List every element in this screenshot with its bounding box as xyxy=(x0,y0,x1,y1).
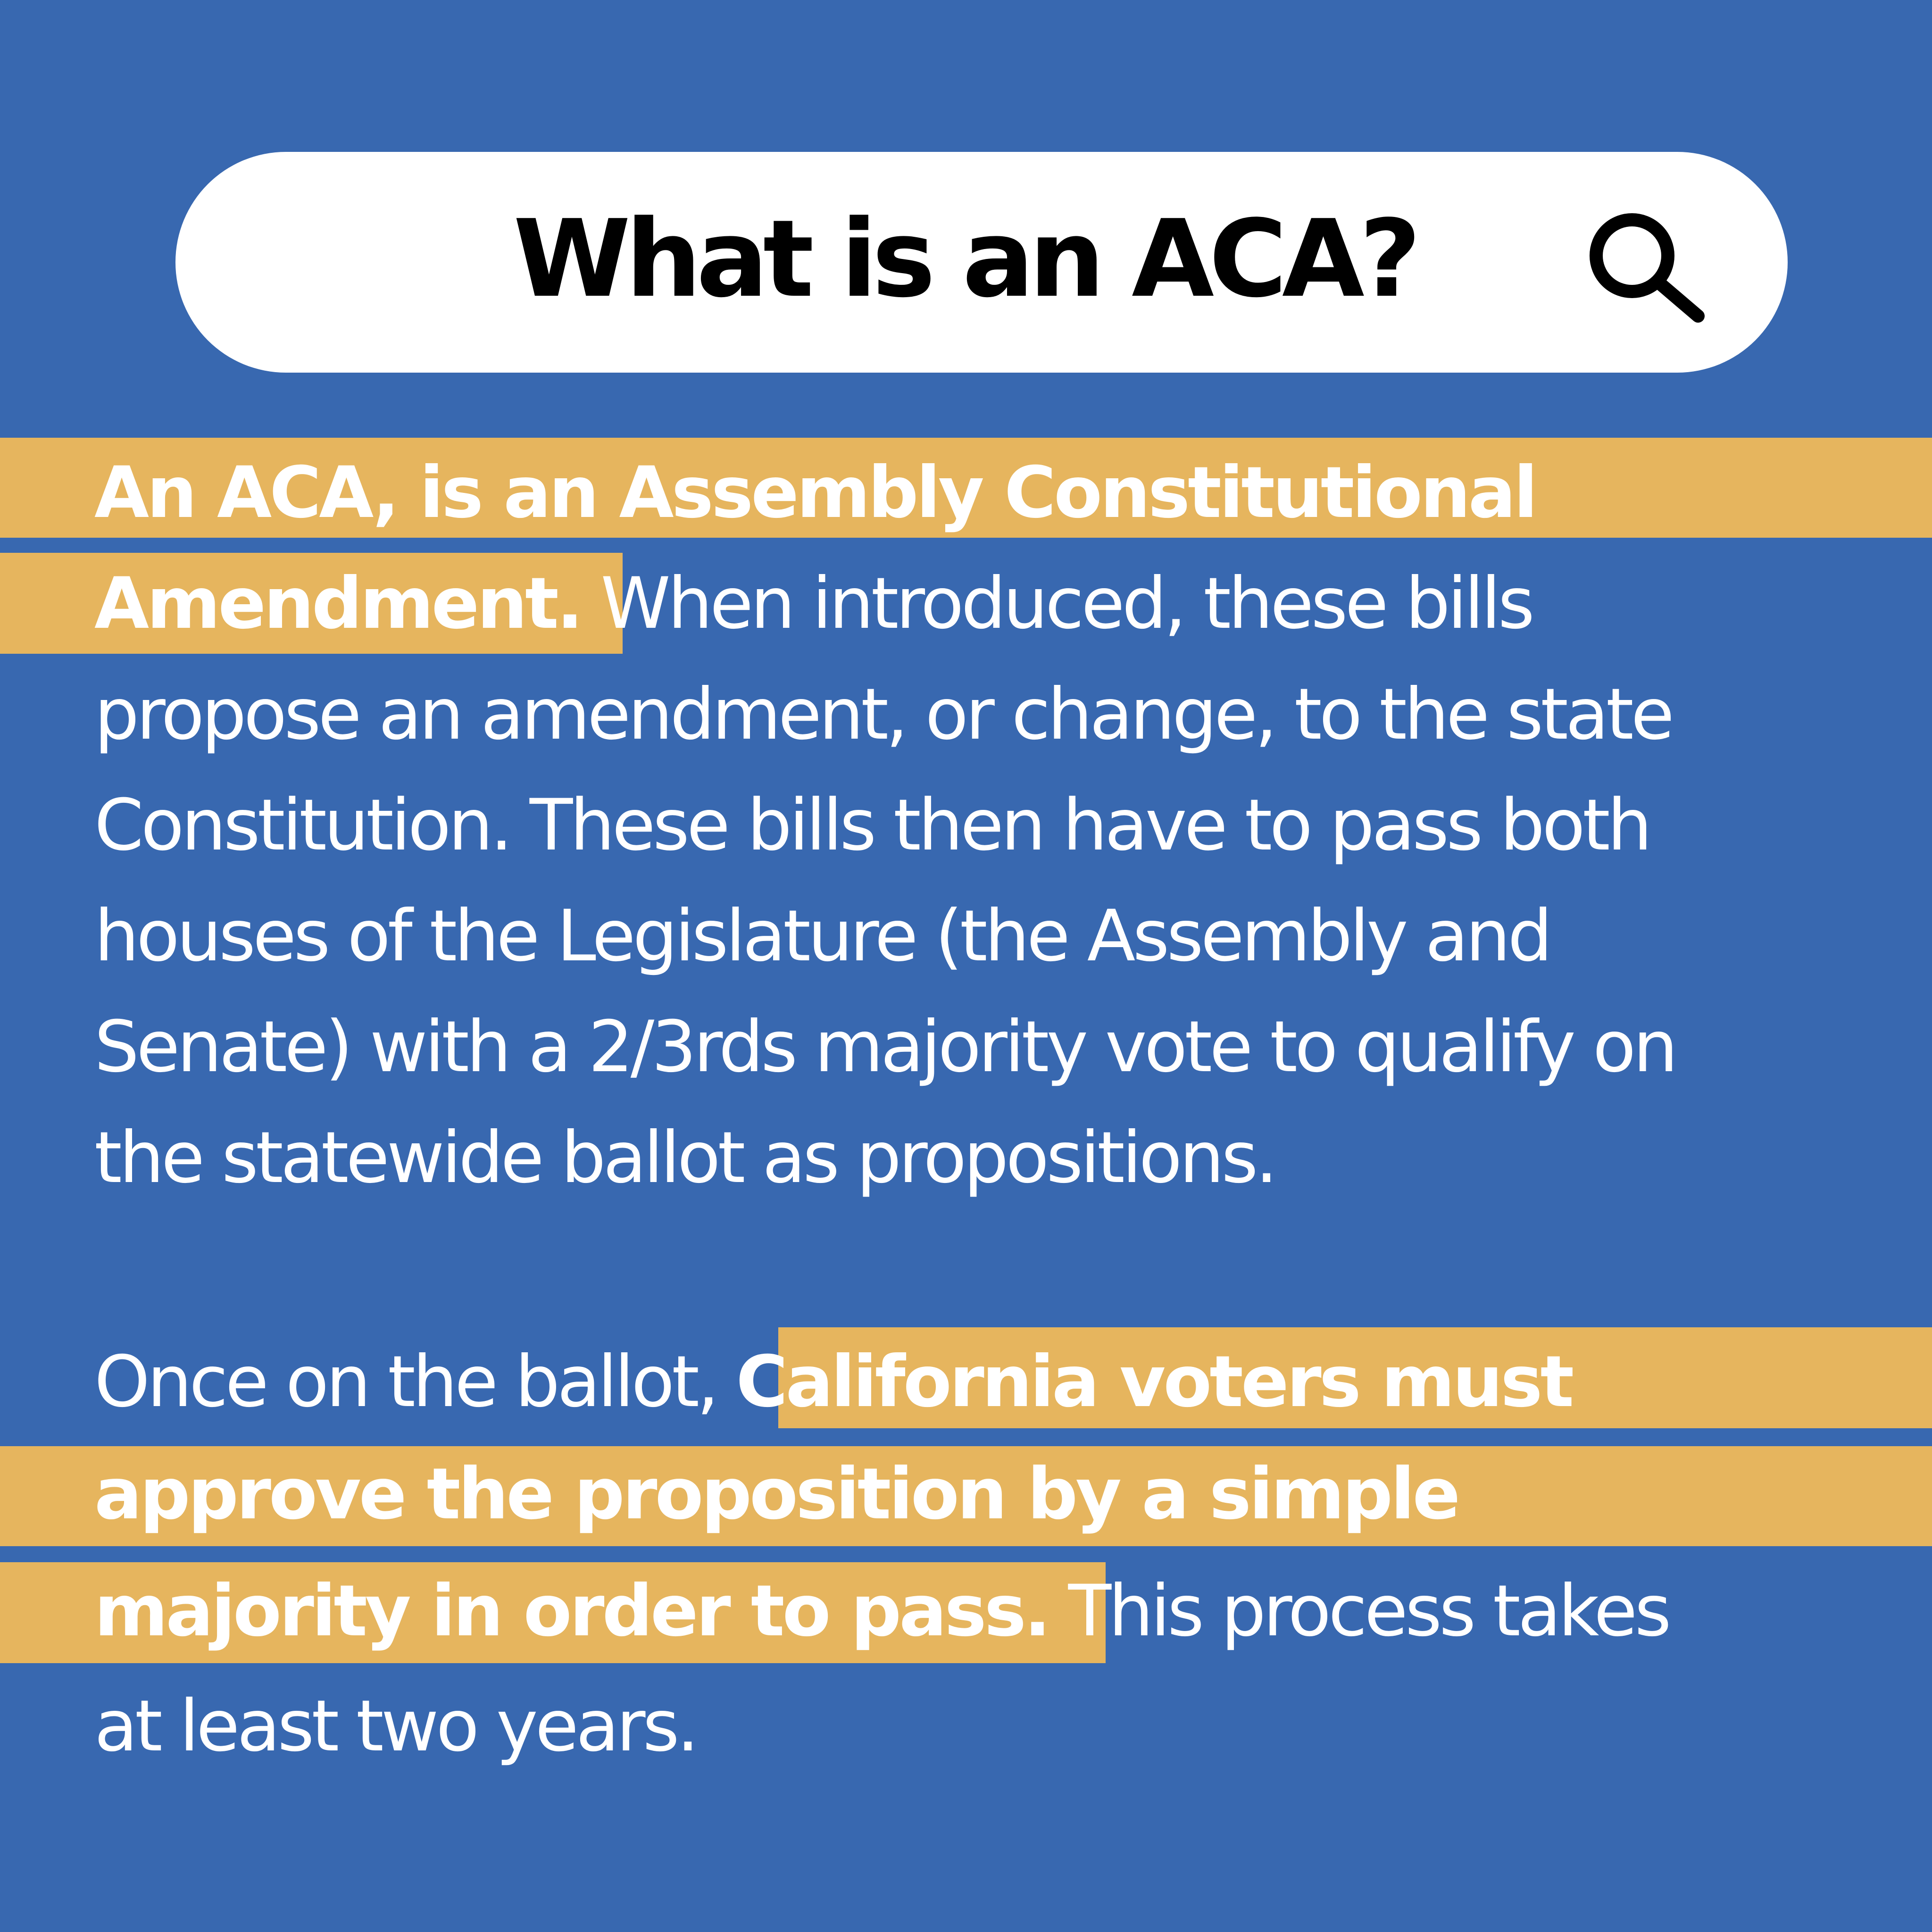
paragraph-line: Senate) with a 2/3rds majority vote to qualify on xyxy=(94,1006,1675,1088)
paragraph-line: the statewide ballot as propositions. xyxy=(94,1117,1275,1199)
paragraph-line: houses of the Legislature (the Assembly and xyxy=(94,895,1550,977)
body-text: When introduced, these bills xyxy=(581,563,1532,645)
body-text: This process takes xyxy=(1048,1570,1669,1652)
highlighted-text: An ACA, is an Assembly Constitutional xyxy=(94,452,1536,534)
highlighted-text: approve the proposition by a simple xyxy=(94,1453,1458,1535)
paragraph-line: at least two years. xyxy=(94,1685,697,1767)
paragraph-line xyxy=(94,1438,1458,1551)
paragraph-line xyxy=(94,1325,1572,1439)
paragraph-line xyxy=(94,547,1532,660)
paragraph-line xyxy=(94,1555,1669,1668)
search-icon[interactable] xyxy=(1579,203,1711,335)
paragraph-line xyxy=(94,436,1535,550)
highlighted-text: majority in order to pass. xyxy=(94,1570,1049,1652)
body-text: Once on the ballot, xyxy=(94,1341,736,1423)
paragraph-line: Constitution. These bills then have to pass both xyxy=(94,784,1649,866)
highlighted-text: California voters must xyxy=(736,1341,1572,1423)
paragraph-line: propose an amendment, or change, to the state xyxy=(94,674,1672,756)
highlighted-text: Amendment. xyxy=(94,563,581,645)
page-title: What is an ACA? xyxy=(513,197,1416,321)
